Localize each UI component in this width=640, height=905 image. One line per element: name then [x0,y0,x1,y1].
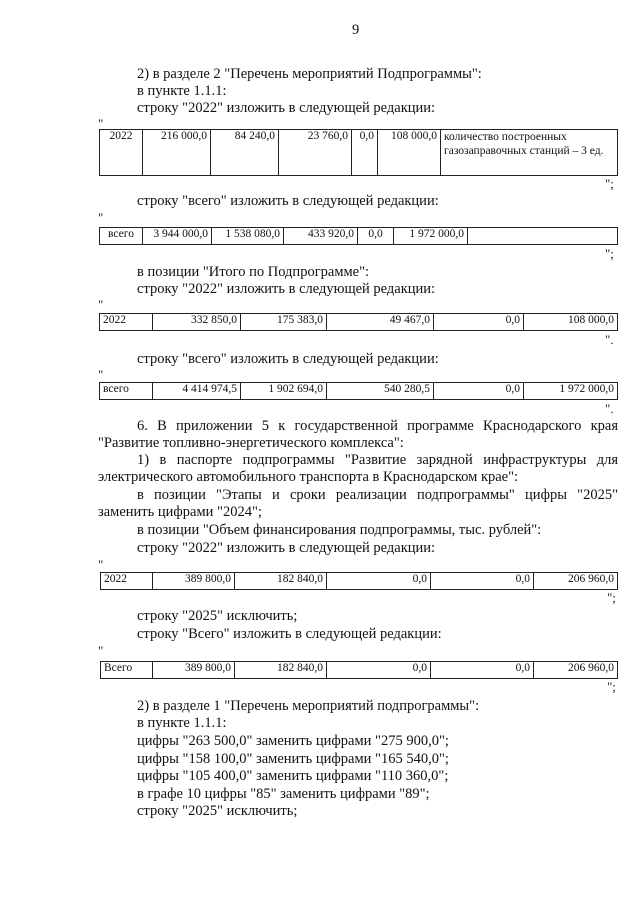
replace-text: цифры "105 400,0" заменить цифрами "110 360,0"; [137,768,449,784]
table-cell: 0,0 [352,130,378,176]
table-cell: 0,0 [431,662,534,679]
point-label: в пункте 1.1.1: [137,715,227,731]
table-cell: 0,0 [358,228,394,245]
table-cell: 216 000,0 [143,130,211,176]
position-text: в позиции "Итого по Подпрограмме": [137,264,370,280]
table-cell: 389 800,0 [153,573,235,590]
table-row [100,130,618,176]
instruction-text: строку "2022" изложить в следующей редакции: [137,281,436,297]
close-quote: ". [605,332,614,347]
table-cell: 49 467,0 [327,314,434,331]
close-quote: "; [607,679,616,694]
exclude-text: строку "2025" исключить; [137,803,298,819]
table-cell: 2022 [101,573,153,590]
table-row [100,228,618,245]
page-number: 9 [352,22,360,38]
instruction-text: строку "всего" изложить в следующей редакции: [137,193,439,209]
table-itogo-2022 [99,313,618,331]
table-cell: всего [100,228,143,245]
replace-text: цифры "263 500,0" заменить цифрами "275 900,0"; [137,733,449,749]
table-cell: 2022 [100,130,143,176]
table-cell: 332 850,0 [153,314,241,331]
table-row [101,662,618,679]
table-cell [468,228,618,245]
table-funding-total [100,661,618,679]
table-cell: всего [100,383,153,400]
table-cell: 389 800,0 [153,662,235,679]
table-2022-measures [99,129,618,176]
table-cell: 175 383,0 [241,314,327,331]
replace-text: цифры "158 100,0" заменить цифрами "165 540,0"; [137,751,449,767]
item-2-text: 2) в разделе 1 "Перечень мероприятий подпрограммы": [137,698,480,714]
table-cell: 84 240,0 [211,130,279,176]
table-itogo-total [99,382,618,400]
replace-text: в графе 10 цифры "85" заменить цифрами "89"; [137,786,430,802]
item-1-text: 1) в паспорте подпрограммы "Развитие зарядной инфраструктуры для электрического автомобильного транспорта в Краснодарском крае": [98,452,618,485]
open-quote: " [98,557,104,572]
table-cell: 1 972 000,0 [524,383,618,400]
table-row [100,314,618,331]
open-quote: " [98,116,104,131]
open-quote: " [98,367,104,382]
open-quote: " [98,643,104,658]
table-cell: 3 944 000,0 [143,228,212,245]
open-quote: " [98,297,104,312]
position-text: в позиции "Объем финансирования подпрограммы, тыс. рублей": [137,522,542,538]
table-cell: 0,0 [327,573,431,590]
table-cell: 433 920,0 [284,228,358,245]
close-quote: ". [605,401,614,416]
table-cell: 206 960,0 [534,662,618,679]
stages-text: в позиции "Этапы и сроки реализации подпрограммы" цифры "2025" заменить цифрами "2024"; [98,487,618,520]
table-cell: 2022 [100,314,153,331]
section-heading: 2) в разделе 2 "Перечень мероприятий Подпрограммы": [137,66,482,82]
table-total-measures [99,227,618,245]
table-row [101,573,618,590]
close-quote: "; [607,590,616,605]
table-cell: 0,0 [434,383,524,400]
paragraph-6: 6. В приложении 5 к государственной программе Краснодарского края "Развитие топливно-энергетического комплекса": [98,418,618,451]
instruction-text: строку "всего" изложить в следующей редакции: [137,351,439,367]
table-cell: 1 972 000,0 [394,228,468,245]
instruction-text: строку "Всего" изложить в следующей редакции: [137,626,442,642]
table-cell: 0,0 [434,314,524,331]
table-cell: 1 902 694,0 [241,383,327,400]
instruction-text: строку "2022" изложить в следующей редакции: [137,540,436,556]
table-cell: 1 538 080,0 [212,228,284,245]
close-quote: "; [605,176,614,191]
table-cell: 206 960,0 [534,573,618,590]
table-cell: 540 280,5 [327,383,434,400]
table-cell: 0,0 [431,573,534,590]
table-cell: 108 000,0 [378,130,441,176]
open-quote: " [98,210,104,225]
point-label: в пункте 1.1.1: [137,83,227,99]
table-row [100,383,618,400]
close-quote: "; [605,246,614,261]
table-cell: 0,0 [327,662,431,679]
table-cell: 23 760,0 [279,130,352,176]
table-cell: 182 840,0 [235,662,327,679]
table-cell: Всего [101,662,153,679]
table-cell: 108 000,0 [524,314,618,331]
table-cell: 4 414 974,5 [153,383,241,400]
table-funding-2022 [100,572,618,590]
table-cell: 182 840,0 [235,573,327,590]
exclude-text: строку "2025" исключить; [137,608,298,624]
instruction-text: строку "2022" изложить в следующей редакции: [137,100,436,116]
table-cell: количество построенных газозаправочных станций – 3 ед. [441,130,618,176]
